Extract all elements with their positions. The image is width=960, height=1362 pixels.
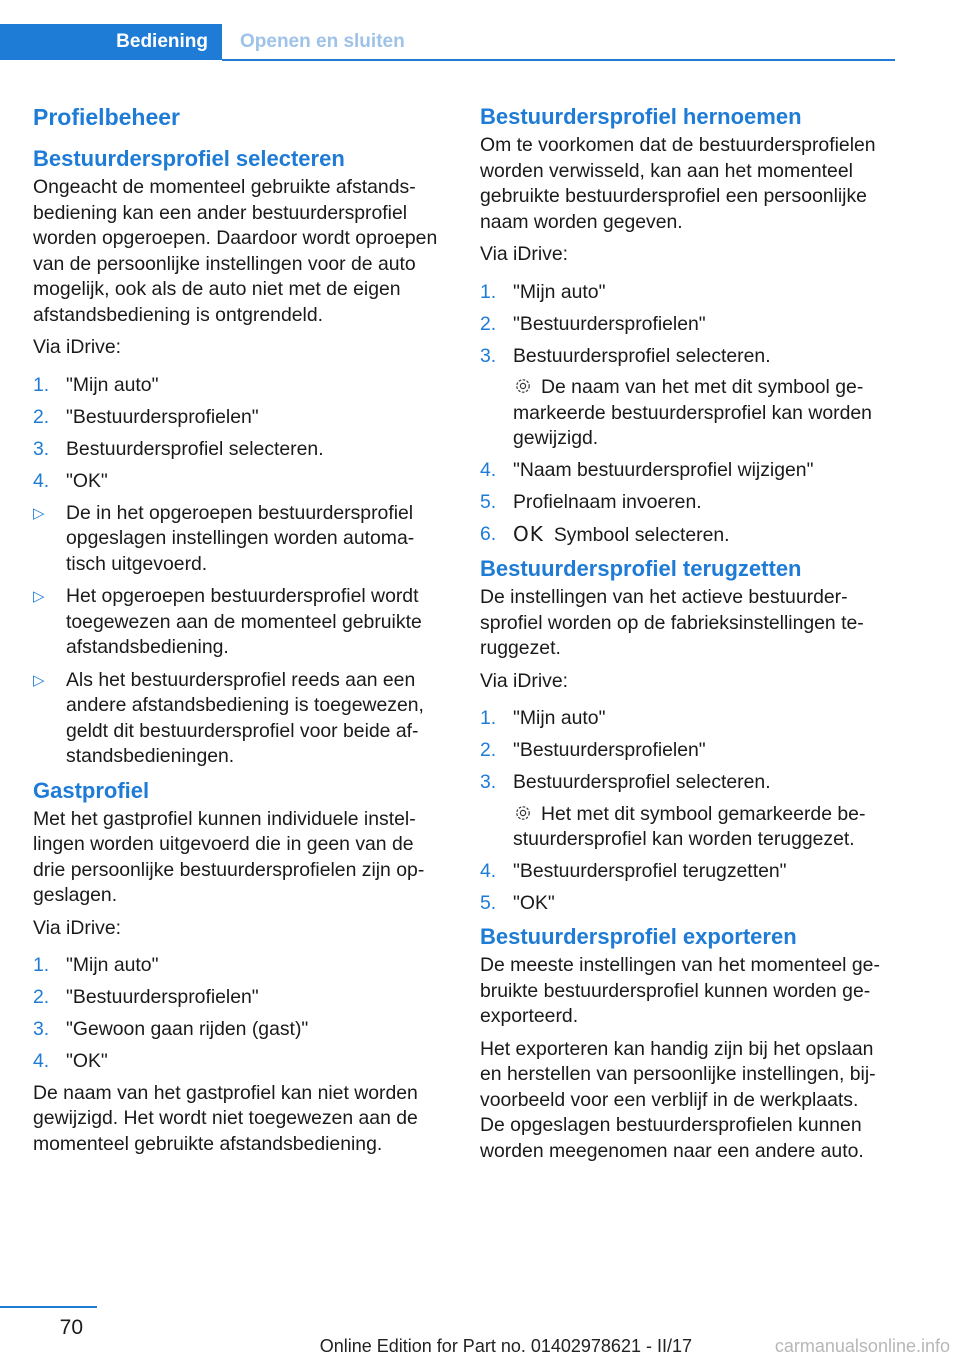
step-text: "OK": [513, 892, 555, 914]
result-text: Het opgeroepen bestuurdersprofiel wordt toegewezen aan de momenteel gebruikte afstandsbediening.: [66, 585, 422, 658]
step-number: 1.: [33, 373, 50, 396]
step-item: [480, 280, 892, 306]
section-title: Profielbeheer: [33, 104, 180, 130]
step-number: 6.: [480, 523, 497, 545]
step-number: 1.: [480, 280, 497, 303]
guest-body: Met het gastprofiel kunnen individuele instellingen worden uitgevoerd die in geen van de drie persoonlijke bestuurdersprofielen zijn opgeslagen.: [33, 807, 425, 906]
select-steps: [33, 373, 443, 495]
step-text: "Naam bestuurdersprofiel wijzigen": [513, 459, 814, 481]
step-item: [480, 891, 892, 917]
step-text: Symbool selecteren.: [553, 524, 730, 546]
export-body-2: Het exporteren kan handig zijn bij het opslaan en herstellen van persoonlijke instellingen, bijvoorbeeld voor een verblijf in de werkplaats.: [480, 1037, 876, 1111]
heading-export-profile: Bestuurdersprofiel exporteren: [480, 924, 797, 949]
step-number: 4.: [33, 469, 50, 492]
triangle-right-icon: ▷: [33, 504, 45, 522]
step-item: [480, 738, 892, 764]
step-item: [480, 706, 892, 732]
reset-note: [513, 802, 892, 853]
step-item: [33, 1049, 443, 1075]
page-number: 70: [59, 1316, 83, 1339]
right-column: [480, 100, 892, 1171]
header-tabs: [0, 24, 895, 62]
select-via: Via iDrive:: [33, 336, 122, 358]
step-text: "Gewoon gaan rijden (gast)": [66, 1018, 309, 1040]
step-item: [33, 1017, 443, 1043]
result-item: [33, 668, 443, 770]
step-item: [33, 373, 443, 399]
step-text: Bestuurdersprofiel selecteren.: [513, 771, 771, 793]
rename-note-text: De naam van het met dit symbool gemarkeerde bestuurdersprofiel kan worden gewijzigd.: [513, 376, 872, 449]
step-item: [33, 437, 443, 463]
watermark: carmanualsonline.info: [774, 1336, 950, 1356]
step-text: "Bestuurdersprofiel terugzetten": [513, 860, 787, 882]
select-body: Ongeacht de momenteel gebruikte afstandsbediening kan een ander bestuurdersprofiel worden opgeroepen. Daardoor wordt oproepen van de persoonlijke instellingen voor de auto mogelijk, ook als de auto niet met de eigen afstandsbediening is ontgrendeld.: [33, 176, 438, 326]
result-text: De in het opgeroepen bestuurdersprofiel opgeslagen instellingen worden automatisch uitgevoerd.: [66, 501, 415, 575]
step-item: [480, 458, 892, 484]
triangle-right-icon: ▷: [33, 671, 45, 689]
step-text: "Bestuurdersprofielen": [66, 405, 259, 428]
step-item: [33, 953, 443, 979]
step-number: 3.: [480, 344, 497, 367]
tab-bediening[interactable]: Bediening: [0, 24, 222, 60]
step-item: [480, 770, 892, 853]
step-item: [480, 859, 892, 885]
step-number: 2.: [33, 405, 50, 428]
step-item: [480, 490, 892, 516]
reset-note-text: Het met dit symbool gemarkeerde bestuurdersprofiel kan worden teruggezet.: [513, 802, 866, 850]
guest-via: Via iDrive:: [33, 916, 122, 939]
edition-note: Online Edition for Part no. 01402978621 - II/17: [319, 1336, 692, 1356]
step-number: 4.: [480, 860, 497, 882]
left-column: [33, 100, 443, 1164]
heading-guest-profile: Gastprofiel: [33, 777, 150, 803]
step-text: "OK": [66, 1050, 108, 1072]
step-text: Bestuurdersprofiel selecteren.: [66, 437, 324, 460]
step-number: 3.: [33, 1018, 50, 1040]
step-text: "OK": [66, 469, 108, 492]
header-rule: [222, 59, 895, 61]
export-body-3: De opgeslagen bestuurdersprofielen kunnen worden meegenomen naar een andere auto.: [480, 1114, 864, 1162]
heading-reset-profile: Bestuurdersprofiel terugzetten: [480, 556, 802, 581]
heading-select-profile: Bestuurdersprofiel selecteren: [33, 146, 345, 171]
step-item: [33, 469, 443, 495]
ok-symbol: OK: [513, 522, 544, 546]
step-number: 2.: [33, 986, 50, 1008]
heading-rename-profile: Bestuurdersprofiel hernoemen: [480, 104, 802, 129]
step-number: 1.: [480, 707, 497, 729]
step-item: [33, 985, 443, 1011]
result-text: Als het bestuurdersprofiel reeds aan een andere afstandsbediening is toegewezen, geldt dit bestuurdersprofiel voor beide afstandsbedieningen.: [66, 668, 424, 767]
gear-icon: [513, 376, 533, 396]
step-text: "Mijn auto": [513, 707, 606, 729]
step-text: "Mijn auto": [66, 373, 159, 396]
reset-via: Via iDrive:: [480, 669, 569, 692]
step-item: [480, 312, 892, 338]
step-text: Profielnaam invoeren.: [513, 491, 702, 513]
step-number: 3.: [33, 437, 50, 460]
step-item: [480, 344, 892, 452]
triangle-right-icon: ▷: [33, 588, 45, 605]
step-number: 1.: [33, 954, 50, 976]
step-number: 5.: [480, 892, 497, 914]
step-text: Bestuurdersprofiel selecteren.: [513, 344, 771, 367]
gear-icon: [513, 803, 533, 823]
step-text: "Bestuurdersprofielen": [513, 312, 706, 335]
tab-openen-en-sluiten[interactable]: Openen en sluiten: [240, 31, 405, 52]
step-text: "Mijn auto": [513, 280, 606, 303]
step-text: "Mijn auto": [66, 954, 159, 976]
step-item: [33, 405, 443, 431]
rename-steps: [480, 280, 892, 549]
reset-body: De instellingen van het actieve bestuurdersprofiel worden op de fabrieksinstellingen teruggezet.: [480, 586, 864, 659]
step-number: 4.: [33, 1050, 50, 1072]
step-item: [480, 522, 892, 549]
step-number: 2.: [480, 739, 497, 761]
select-results: [33, 501, 443, 770]
step-text: "Bestuurdersprofielen": [513, 739, 706, 761]
footer-rule: [0, 1306, 97, 1308]
export-body-1: De meeste instellingen van het momenteel gebruikte bestuurdersprofiel kunnen worden geexporteerd.: [480, 954, 880, 1027]
step-number: 3.: [480, 771, 497, 793]
result-item: [33, 584, 443, 661]
rename-via: Via iDrive:: [480, 243, 569, 265]
step-text: "Bestuurdersprofielen": [66, 986, 259, 1008]
guest-steps: [33, 953, 443, 1075]
reset-steps: [480, 706, 892, 917]
rename-body: Om te voorkomen dat de bestuurdersprofielen worden verwisseld, kan aan het momenteel gebruikte bestuurdersprofiel een persoonlijke naam worden gegeven.: [480, 134, 876, 233]
step-number: 2.: [480, 312, 497, 335]
result-item: [33, 501, 443, 578]
step-number: 4.: [480, 459, 497, 481]
step-number: 5.: [480, 491, 497, 513]
rename-note: [513, 375, 892, 452]
guest-after: De naam van het gastprofiel kan niet worden gewijzigd. Het wordt niet toegewezen aan de momenteel gebruikte afstandsbediening.: [33, 1081, 418, 1155]
